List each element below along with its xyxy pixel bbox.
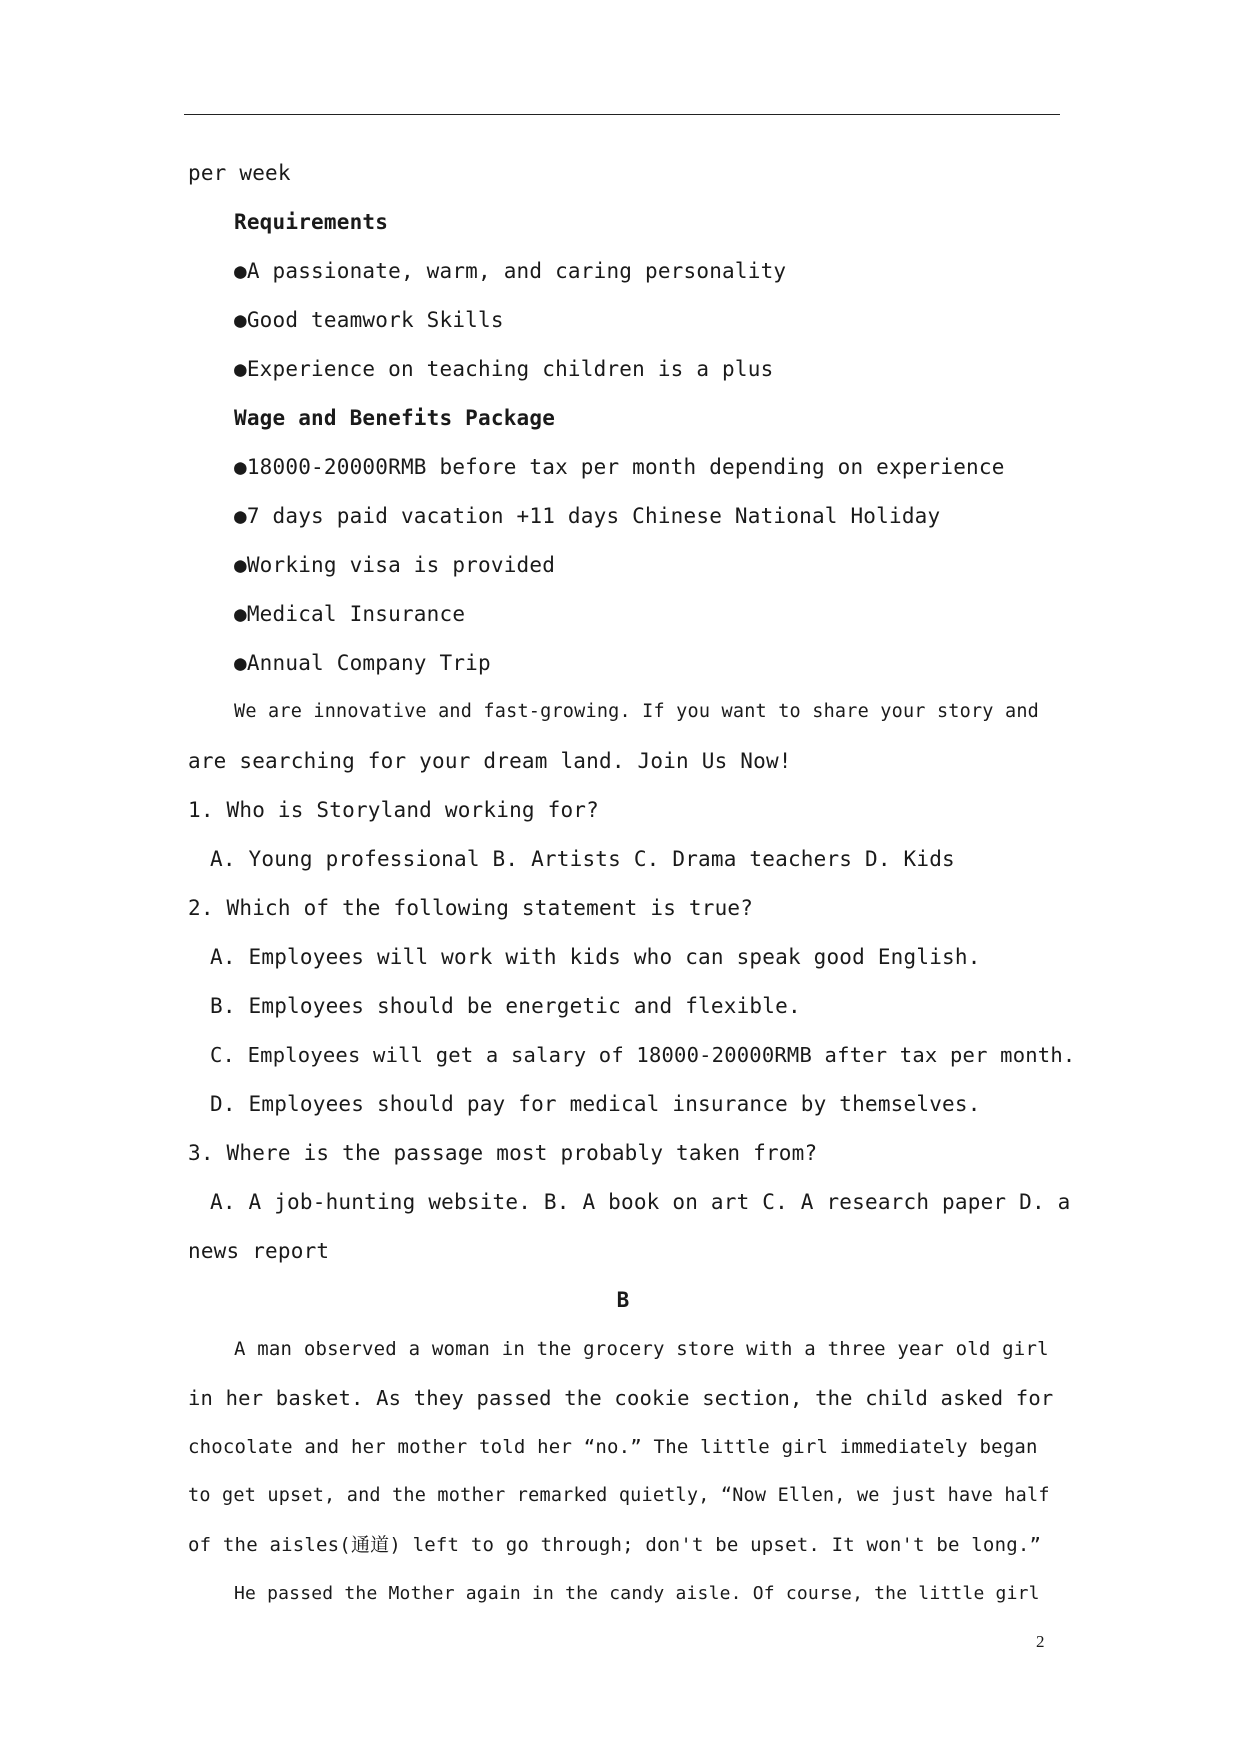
benefit-item: ●Medical Insurance xyxy=(234,602,466,626)
requirements-heading: Requirements xyxy=(234,210,389,234)
question-1-options: A. Young professional B. Artists C. Drama teachers D. Kids xyxy=(210,847,955,871)
section-b-heading: B xyxy=(616,1288,630,1312)
closing-line: are searching for your dream land. Join Us Now! xyxy=(188,749,792,773)
question-3-options: A. A job-hunting website. B. A book on art C. A research paper D. a xyxy=(210,1190,1071,1214)
requirement-item: ●A passionate, warm, and caring personality xyxy=(234,259,787,283)
question-2-option-c: C. Employees will get a salary of 18000-20000RMB after tax per month. xyxy=(210,1043,1076,1067)
question-3-continuation: news report xyxy=(188,1239,330,1263)
question-2-option-a: A. Employees will work with kids who can speak good English. xyxy=(210,945,981,969)
passage-line: to get upset, and the mother remarked quietly, “Now Ellen, we just have half xyxy=(188,1485,1050,1506)
question-2-option-d: D. Employees should pay for medical insurance by themselves. xyxy=(210,1092,981,1116)
question-2: 2. Which of the following statement is true? xyxy=(188,896,754,920)
closing-line: We are innovative and fast-growing. If you want to share your story and xyxy=(234,701,1039,722)
page-number: 2 xyxy=(1036,1632,1045,1651)
benefit-item: ●7 days paid vacation +11 days Chinese National Holiday xyxy=(234,504,941,528)
header-rule xyxy=(184,114,1060,115)
requirement-item: ●Experience on teaching children is a plus xyxy=(234,357,774,381)
question-3: 3. Where is the passage most probably taken from? xyxy=(188,1141,818,1165)
question-1: 1. Who is Storyland working for? xyxy=(188,798,599,822)
question-2-option-b: B. Employees should be energetic and flexible. xyxy=(210,994,801,1018)
passage-line: He passed the Mother again in the candy aisle. Of course, the little girl xyxy=(234,1583,1040,1604)
passage-line: A man observed a woman in the grocery store with a three year old girl xyxy=(234,1338,1049,1360)
benefit-item: ●18000-20000RMB before tax per month depending on experience xyxy=(234,455,1005,479)
benefits-heading: Wage and Benefits Package xyxy=(234,406,556,430)
benefit-item: ●Annual Company Trip xyxy=(234,651,491,675)
benefit-item: ●Working visa is provided xyxy=(234,553,556,577)
passage-line: in her basket. As they passed the cookie section, the child asked for xyxy=(188,1386,1054,1410)
requirement-item: ●Good teamwork Skills xyxy=(234,308,504,332)
passage-line: chocolate and her mother told her “no.” The little girl immediately began xyxy=(188,1436,1038,1458)
top-text: per week xyxy=(188,161,291,185)
passage-line: of the aisles(通道) left to go through; don't be upset. It won't be long.” xyxy=(188,1534,1042,1556)
